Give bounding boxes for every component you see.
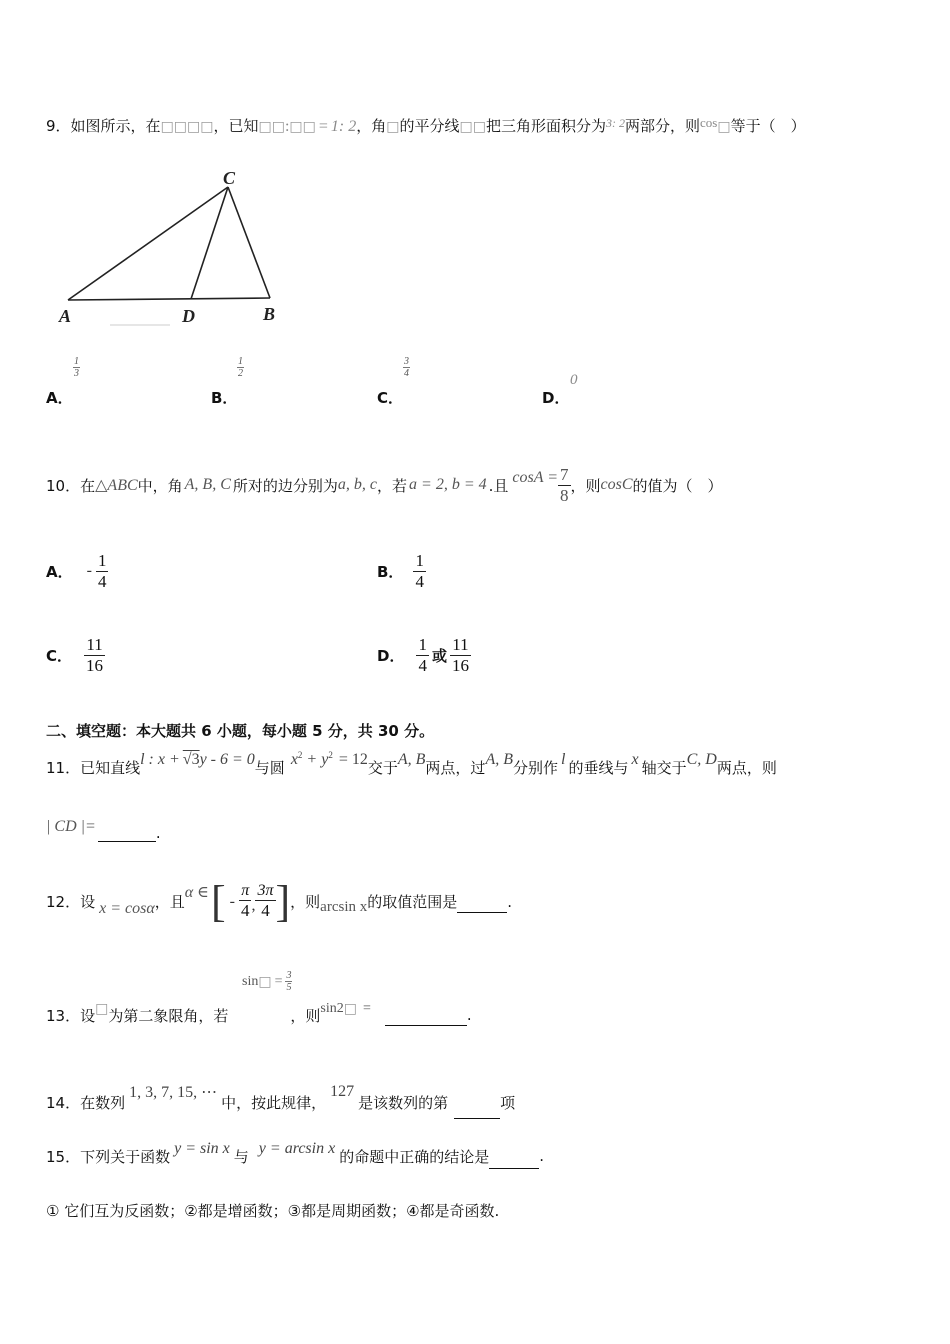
vertex-label-A: A: [59, 306, 72, 326]
q9-option-a[interactable]: A．: [46, 389, 73, 407]
q9-option-d-value: 0: [570, 372, 578, 388]
q15-answer-blank[interactable]: [489, 1167, 539, 1169]
placeholder-glyph: □: [717, 119, 731, 135]
cosA-fraction: $\frac{7}{8}$: [560, 465, 569, 505]
q12-stem: 12． 设 x = cosα ，且 α ∈ [ - $\frac{\pi}{4}$ , $\frac{3\pi}{4}$ ] ，则 arcsin x 的取值范围是 .: [46, 877, 513, 926]
vertex-label-B: B: [263, 304, 276, 324]
side-AC: [68, 187, 228, 300]
placeholder-glyph: □□: [289, 119, 316, 135]
q11-stem: 11． 已知直线 l : x + √3 y - 6 = 0 与圆 x 2 + y 2 = 12 交于 A, B 两点，过 A, B 分别作 l 的垂线与 x 轴交于 C, D 两点，则: [46, 750, 777, 777]
q11-number: 11．: [46, 758, 81, 777]
left-bracket: [: [211, 877, 226, 926]
triangle-figure: [50, 160, 290, 335]
q14-answer-blank[interactable]: [454, 1117, 500, 1119]
sequence: 1, 3, 7, 15, ⋯: [129, 1084, 218, 1101]
q13-sin-condition: sin □ = $\frac{3}{5}$: [242, 970, 292, 993]
side-ratio: 1: 2: [330, 118, 357, 135]
q10-option-d[interactable]: D． $\frac{1}{4}$ 或 $\frac{11}{16}$: [377, 635, 469, 675]
q14-number: 14．: [46, 1093, 81, 1112]
placeholder-glyph: □: [343, 1001, 357, 1017]
q10-option-b[interactable]: B． $\frac{1}{4}$: [377, 551, 424, 591]
placeholder-glyph: □□: [459, 119, 486, 135]
right-bracket: ]: [275, 877, 291, 926]
section-title-fill-in: 二、填空题：本大题共 6 小题，每小题 5 分，共 30 分。: [46, 722, 435, 740]
q13-stem: 13． 设 □ 为第二象限角，若 ，则 sin2 □ = .: [46, 1001, 472, 1025]
q9-stem: 9．如图所示，在□□□□，已知□□:□□ = 1: 2，角□的平分线□□把三角形面积分为$^{3: 2}$两部分，则cos□等于（ ）: [46, 115, 806, 135]
q13-number: 13．: [46, 1006, 81, 1025]
q11-answer-line: | CD |= .: [46, 818, 161, 842]
bisector-CD: [191, 187, 228, 299]
placeholder-glyph: □: [386, 119, 400, 135]
side-AB: [68, 298, 270, 300]
q12-number: 12．: [46, 893, 81, 911]
placeholder-glyph: □: [95, 1001, 109, 1017]
placeholder-glyph: □□: [258, 119, 285, 135]
q9-option-d[interactable]: D．: [542, 389, 570, 407]
q9-option-a-value: $\frac{1}{3}$: [74, 356, 79, 379]
placeholder-glyph: □: [258, 973, 272, 990]
q14-stem: 14． 在数列 1, 3, 7, 15, ⋯ 中，按此规律， 127 是该数列的第 项: [46, 1082, 515, 1122]
q12-answer-blank[interactable]: [457, 911, 507, 913]
q10-number: 10．: [46, 476, 81, 495]
placeholder-glyph: □□□□: [160, 119, 214, 135]
q10-option-c[interactable]: C． $\frac{11}{16}$: [46, 635, 104, 675]
q9-option-b-value: $\frac{1}{2}$: [238, 356, 243, 379]
q9-option-b[interactable]: B．: [211, 389, 238, 407]
q13-answer-blank[interactable]: [385, 1024, 467, 1026]
q11-answer-blank[interactable]: [98, 840, 156, 842]
q15-stem: 15． 下列关于函数 y = sin x 与 y = arcsin x 的命题中正确的结论是 .: [46, 1140, 544, 1172]
vertex-label-C: C: [223, 168, 236, 188]
q15-statements: ① 它们互为反函数；②都是增函数；③都是周期函数；④都是奇函数.: [46, 1202, 500, 1220]
triangle-abc: △ABC: [95, 477, 138, 495]
q10-stem: 10． 在 △ABC 中，角 A, B, C 所对的边分别为 a, b, c ，若 a = 2, b = 4 .且 cosA = $\frac{7}{8}$ ，则 cosC 的值为（ ）: [46, 465, 723, 505]
side-CB: [228, 187, 270, 298]
area-ratio: 3: 2: [606, 116, 625, 130]
q9-option-c-value: $\frac{3}{4}$: [404, 356, 409, 379]
q15-number: 15．: [46, 1147, 81, 1166]
q9-number: 9．: [46, 117, 71, 135]
q10-option-a[interactable]: A． - $\frac{1}{4}$: [46, 551, 107, 591]
q9-option-c[interactable]: C．: [377, 389, 404, 407]
vertex-label-D: D: [182, 306, 195, 326]
